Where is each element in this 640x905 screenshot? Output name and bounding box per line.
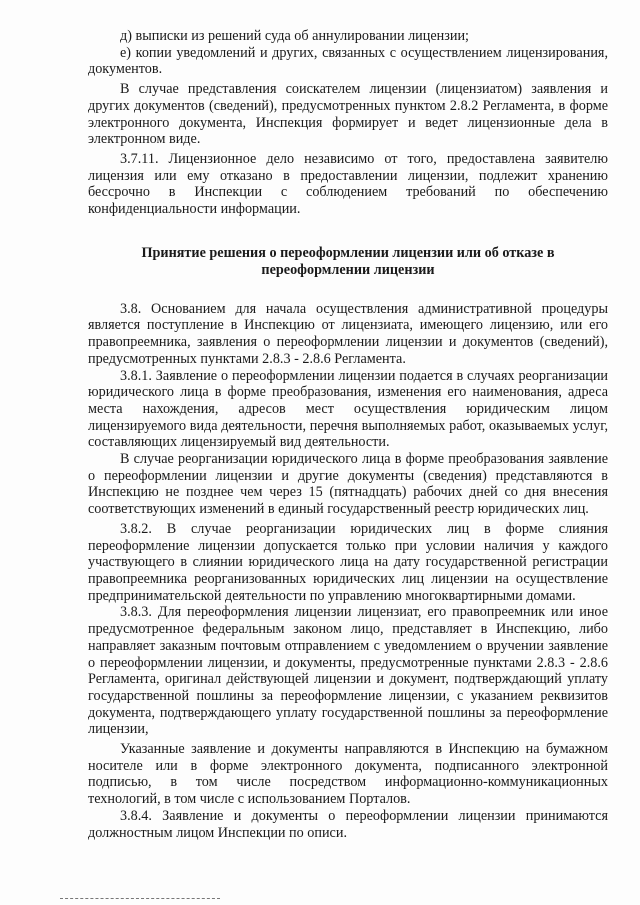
footnote-separator [60,898,220,899]
paragraph-3-8-4: 3.8.4. Заявление и документы о переоформлении лицензии принимаются должностным лицом Инспекции по описи. [88,807,608,841]
paragraph-3-7-11: 3.7.11. Лицензионное дело независимо от того, предоставлена заявителю лицензия или ему отказано в предоставлении лицензии, подлежит хранению бессрочно в Инспекции с соблюдением требований по обеспечению конфиденциальности информации. [88,150,608,218]
paragraph-3-8-2: 3.8.2. В случае реорганизации юридических лиц в форме слияния переоформление лицензии допускается только при условии наличия у каждого участвующего в слиянии юридического лица на дату государственной регистрации правопреемника реорганизованных юридических лиц лицензии на осуществление предпринимательской деятельности по управлению многоквартирными домами. [88,520,608,604]
paragraph-3-8: 3.8. Основанием для начала осуществления административной процедуры является поступление в Инспекцию от лицензиата, имеющего лицензию, или его правопреемника, заявления о переоформлении лицензии и документов (сведений), предусмотренных пунктами 2.8.3 - 2.8.6 Регламента. [88,300,608,367]
paragraph-submission-methods: Указанные заявление и документы направляются в Инспекцию на бумажном носителе или в форме электронного документа, подписанного электронной подписью, в том числе посредством информационно-коммуникационных технологий, в том числе с использованием Порталов. [88,741,608,808]
paragraph-3-8-3: 3.8.3. Для переоформления лицензии лицензиат, его правопреемник или иное предусмотренное федеральным законом лицо, представляет в Инспекцию, либо направляет заказным почтовым отправлением с уведомлением о вручении заявление о переоформлении лицензии, и документы, предусмотренные пунктами 2.8.3 - 2.8.6 Регламента, оригинал действующей лицензии и документ, подтверждающий уплату государственной пошлины за переоформление лицензии, с указанием реквизитов документа, подтверждающего уплату государственной пошлины за переоформление лицензии, [88,604,608,738]
paragraph-reorganization-transform: В случае реорганизации юридического лица в форме преобразования заявление о переоформлении лицензии и другие документы (сведения) представляются в Инспекцию не позднее чем через 15 (пятнадцать) рабочих дней со дня внесения соответствующих изменений в единый государственный реестр юридических лиц. [88,451,608,518]
paragraph-electronic-form: В случае представления соискателем лицензии (лицензиатом) заявления и других документов (сведений), предусмотренных пунктом 2.8.2 Регламента, в форме электронного документа, Инспекция формирует и ведет лицензионные дела в электронном виде. [88,81,608,148]
document-body [88,28,608,841]
section-heading: Принятие решения о переоформлении лицензии или об отказе в переоформлении лицензии [141,244,555,278]
list-item-d: д) выписки из решений суда об аннулировании лицензии; [120,28,469,44]
paragraph-3-8-1: 3.8.1. Заявление о переоформлении лицензии подается в случаях реорганизации юридического лица в форме преобразования, изменения его наименования, адреса места нахождения, адресов мест осуществления юридическим лицом лицензируемого вида деятельности, перечня выполняемых работ, оказываемых услуг, составляющих лицензируемый вид деятельности. [88,367,608,451]
list-item-e: е) копии уведомлений и других, связанных с осуществлением лицензирования, документов. [88,44,608,78]
